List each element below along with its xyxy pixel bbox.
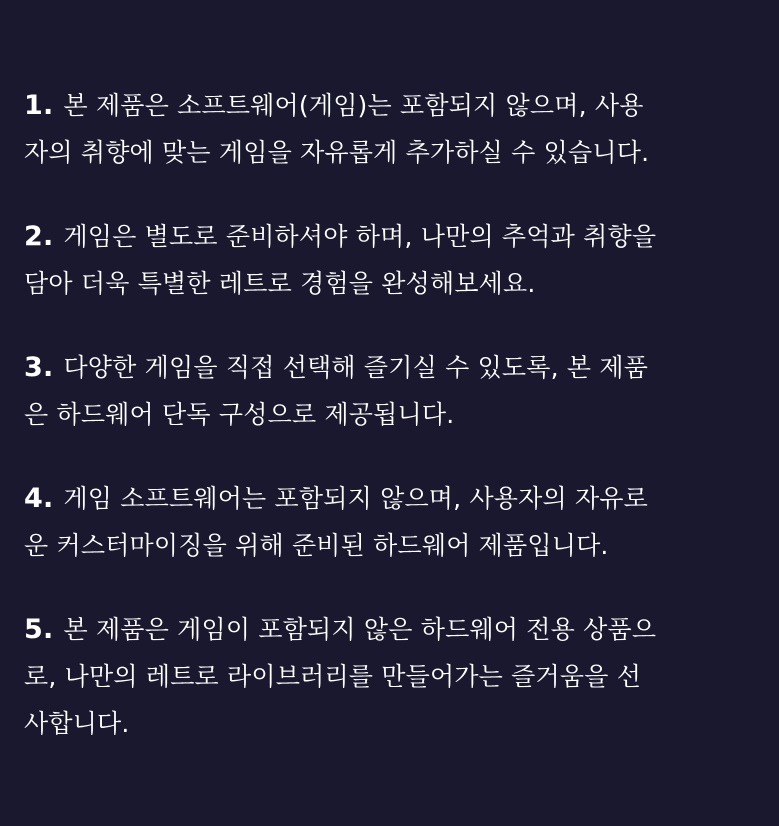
notice-line <box>24 129 759 176</box>
item-text: 게임 소프트웨어는 포함되지 않으며, 사용자의 자유로 <box>63 484 649 513</box>
notice-item-5 <box>24 606 759 747</box>
item-text: 로, 나만의 레트로 라이브러리를 만들어가는 즐거움을 선 <box>24 662 642 691</box>
notice-line <box>24 82 759 129</box>
notice-line <box>24 213 759 260</box>
notice-line <box>24 522 759 569</box>
item-text: 은 하드웨어 단독 구성으로 제공됩니다. <box>24 400 455 429</box>
notice-item-2 <box>24 213 759 307</box>
item-text: 본 제품은 게임이 포함되지 않은 하드웨어 전용 상품으 <box>63 615 657 644</box>
notice-line <box>24 475 759 522</box>
notice-item-3 <box>24 344 759 438</box>
item-number: 2. <box>24 221 54 252</box>
notice-list <box>24 82 759 784</box>
item-text: 게임은 별도로 준비하셔야 하며, 나만의 추억과 취향을 <box>63 222 657 251</box>
item-number: 1. <box>24 90 54 121</box>
item-number: 4. <box>24 483 54 514</box>
item-text: 다양한 게임을 직접 선택해 즐기실 수 있도록, 본 제품 <box>63 353 649 382</box>
notice-line <box>24 260 759 307</box>
item-text: 운 커스터마이징을 위해 준비된 하드웨어 제품입니다. <box>24 531 609 560</box>
notice-line <box>24 344 759 391</box>
item-text: 자의 취향에 맞는 게임을 자유롭게 추가하실 수 있습니다. <box>24 138 650 167</box>
notice-item-4 <box>24 475 759 569</box>
notice-line <box>24 606 759 653</box>
item-text: 담아 더욱 특별한 레트로 경험을 완성해보세요. <box>24 269 536 298</box>
notice-line <box>24 700 759 747</box>
notice-line <box>24 653 759 700</box>
item-text: 본 제품은 소프트웨어(게임)는 포함되지 않으며, 사용 <box>63 91 644 120</box>
item-number: 5. <box>24 614 54 645</box>
notice-line <box>24 391 759 438</box>
notice-item-1 <box>24 82 759 176</box>
item-text: 사합니다. <box>24 709 130 738</box>
item-number: 3. <box>24 352 54 383</box>
